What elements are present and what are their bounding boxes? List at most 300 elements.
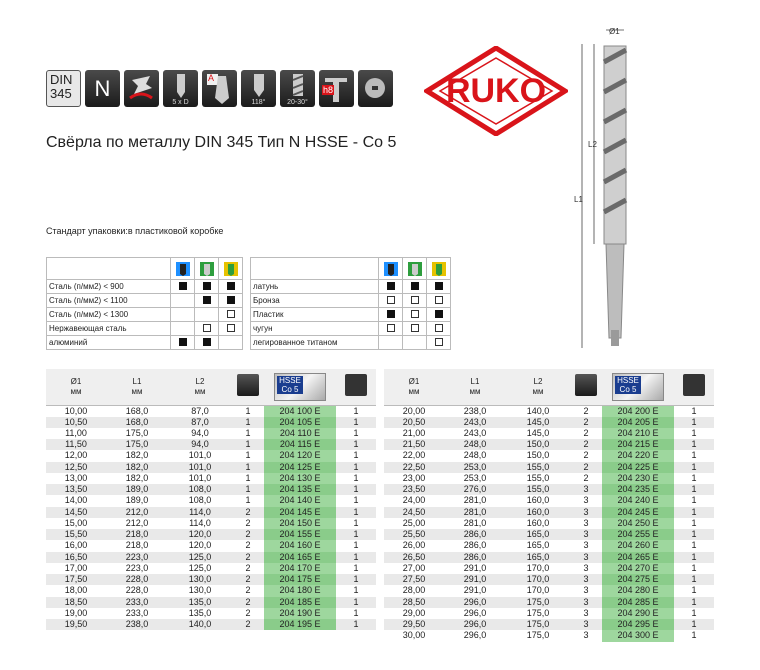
- l1-cell: 189,0: [125, 495, 149, 506]
- material-label: Нержавеющая сталь: [47, 322, 171, 336]
- l1-cell: 189,0: [106, 484, 168, 495]
- table-row: [46, 484, 376, 495]
- d1-cell: 16,50: [46, 552, 106, 563]
- morse-taper-cell: 2: [232, 574, 264, 585]
- pack-qty-cell: 1: [674, 619, 714, 630]
- morse-taper-cell: 2: [583, 450, 589, 461]
- limited-mark: [435, 338, 443, 346]
- d1-cell: 11,50: [46, 439, 106, 450]
- l1-cell: 296,0: [444, 619, 506, 630]
- d1-cell: 10,00: [64, 405, 88, 416]
- yellow-coating-icon: [222, 261, 240, 277]
- drill-table-left: [46, 369, 376, 630]
- l2-cell: 108,0: [188, 495, 212, 506]
- material-label: Сталь (п/мм2) < 900: [47, 280, 171, 294]
- pack-qty-cell: 1: [353, 450, 359, 461]
- article-number-cell: 204 130 E: [264, 473, 336, 484]
- col-l2: L2 мм: [506, 369, 570, 405]
- suitability-cell: [427, 322, 451, 336]
- l2-cell: 130,0: [168, 574, 232, 585]
- suitable-mark: [203, 338, 211, 346]
- col-pack: [336, 369, 376, 405]
- l2-cell: 155,0: [506, 462, 570, 473]
- morse-taper-cell: 2: [245, 540, 251, 551]
- d1-cell: 13,00: [64, 472, 88, 483]
- drill-rows-right: [384, 405, 714, 642]
- l1-cell: 296,0: [463, 630, 487, 641]
- l2-cell: 155,0: [526, 472, 550, 483]
- d1-cell: 25,00: [402, 517, 426, 528]
- morse-taper-cell: 2: [570, 462, 602, 473]
- angle-label: 118°: [251, 99, 266, 106]
- suitability-cell: [195, 336, 219, 350]
- article-number-cell: 204 175 E: [264, 574, 336, 585]
- l1-cell: 291,0: [463, 562, 487, 573]
- l1-cell: 296,0: [463, 607, 487, 618]
- article-number-cell: 204 115 E: [264, 439, 336, 450]
- helix-label: 20-30°: [287, 99, 308, 106]
- pack-qty-cell: 1: [674, 417, 714, 428]
- d1-cell: 14,50: [46, 507, 106, 518]
- limited-mark: [387, 324, 395, 332]
- table-row: [46, 462, 376, 473]
- article-number-cell: 204 235 E: [602, 484, 674, 495]
- morse-taper-cell: 3: [583, 607, 589, 618]
- l2-cell: 101,0: [188, 450, 212, 461]
- article-number-cell: 204 220 E: [602, 450, 674, 461]
- table-row: [46, 574, 376, 585]
- point-a-icon: [202, 70, 237, 107]
- pack-qty-cell: 1: [353, 517, 359, 528]
- suitable-mark: [387, 310, 395, 318]
- l2-cell: 155,0: [506, 484, 570, 495]
- article-number-cell: 204 125 E: [264, 462, 336, 473]
- morse-taper-cell: 1: [232, 484, 264, 495]
- suitable-mark: [411, 282, 419, 290]
- l1-cell: 296,0: [444, 597, 506, 608]
- suitable-mark: [387, 282, 395, 290]
- morse-taper-cell: 3: [570, 574, 602, 585]
- table-row: [46, 473, 376, 484]
- pack-qty-cell: 1: [336, 552, 376, 563]
- article-number-cell: 204 260 E: [602, 540, 674, 551]
- material-row: [47, 308, 243, 322]
- morse-taper-cell: 1: [245, 472, 251, 483]
- table-row: [384, 507, 714, 518]
- hsse-co5-badge: HSSE Co 5: [612, 373, 664, 401]
- l2-cell: 114,0: [168, 507, 232, 518]
- suitability-cell: [219, 294, 243, 308]
- morse-taper-cell: 2: [232, 529, 264, 540]
- l1-cell: 286,0: [444, 552, 506, 563]
- l1-cell: 291,0: [444, 574, 506, 585]
- l2-cell: 94,0: [191, 427, 209, 438]
- limited-mark: [411, 324, 419, 332]
- page-title: Свёрла по металлу DIN 345 Тип N HSSE - Co 5: [46, 134, 397, 151]
- suitability-cell: [171, 308, 195, 322]
- suitability-cell: [195, 308, 219, 322]
- drill-depth-icon: [163, 70, 198, 107]
- l2-cell: 160,0: [526, 517, 550, 528]
- d1-cell: 30,00: [402, 630, 426, 641]
- green-coating-icon: [406, 261, 424, 277]
- d1-cell: 19,00: [64, 607, 88, 618]
- suitability-cell: [427, 294, 451, 308]
- morse-taper-cell: 1: [245, 405, 251, 416]
- d1-cell: 18,50: [46, 597, 106, 608]
- helix-angle-icon: [280, 70, 315, 107]
- l1-cell: 243,0: [444, 417, 506, 428]
- d1-cell: 18,00: [64, 585, 88, 596]
- din-number: 345: [50, 86, 72, 101]
- pack-qty-cell: 1: [674, 462, 714, 473]
- pack-qty-cell: 1: [336, 619, 376, 630]
- pack-qty-cell: 1: [674, 552, 714, 563]
- d1-cell: 17,50: [46, 574, 106, 585]
- col-article: [602, 369, 674, 405]
- article-number-cell: 204 170 E: [264, 563, 336, 574]
- l1-cell: 182,0: [106, 462, 168, 473]
- pack-qty-cell: 1: [674, 597, 714, 608]
- l1-cell: 238,0: [463, 405, 487, 416]
- pack-qty-cell: 1: [691, 450, 697, 461]
- table-row: [384, 495, 714, 506]
- l2-cell: 150,0: [506, 439, 570, 450]
- suitability-cell: [219, 280, 243, 294]
- pack-qty-cell: 1: [353, 495, 359, 506]
- morse-taper-cell: 3: [583, 540, 589, 551]
- l1-cell: 286,0: [444, 529, 506, 540]
- suitability-cell: [379, 280, 403, 294]
- material-row: [47, 294, 243, 308]
- l2-cell: 170,0: [526, 562, 550, 573]
- morse-taper-cell: 1: [232, 417, 264, 428]
- pack-qty-cell: 1: [336, 417, 376, 428]
- l1-cell: 168,0: [106, 417, 168, 428]
- article-number-cell: 204 270 E: [602, 563, 674, 574]
- article-number-cell: 204 135 E: [264, 484, 336, 495]
- din-345-icon: [46, 70, 81, 107]
- morse-taper-cell: 2: [583, 427, 589, 438]
- d1-cell: 15,50: [46, 529, 106, 540]
- pack-qty-cell: 1: [691, 585, 697, 596]
- article-number-cell: 204 140 E: [264, 495, 336, 506]
- l1-cell: 223,0: [125, 562, 149, 573]
- morse-taper-cell: 2: [570, 439, 602, 450]
- l2-cell: 130,0: [188, 585, 212, 596]
- material-rows-right: [251, 280, 451, 350]
- morse-taper-shank-icon: [358, 70, 393, 107]
- col-morse-taper: [570, 369, 602, 405]
- l2-cell: 120,0: [188, 540, 212, 551]
- article-number-cell: 204 180 E: [264, 585, 336, 596]
- d1-cell: 29,00: [402, 607, 426, 618]
- suitability-cell: [403, 308, 427, 322]
- table-row: [384, 428, 714, 439]
- table-row: [46, 585, 376, 596]
- right-hand-cutting-icon: [124, 70, 159, 107]
- l2-cell: 150,0: [526, 450, 550, 461]
- pack-qty-cell: 1: [674, 529, 714, 540]
- table-row: [384, 574, 714, 585]
- col-d1: Ø1 мм: [384, 369, 444, 405]
- morse-taper-cell: 3: [583, 630, 589, 641]
- limited-mark: [227, 310, 235, 318]
- material-row: [251, 280, 451, 294]
- d1-cell: 12,00: [64, 450, 88, 461]
- d1-cell: 12,50: [46, 462, 106, 473]
- l1-cell: 248,0: [463, 450, 487, 461]
- l2-cell: 87,0: [191, 405, 209, 416]
- table-row: [46, 619, 376, 630]
- article-number-cell: 204 300 E: [602, 630, 674, 641]
- d1-cell: 17,00: [64, 562, 88, 573]
- morse-taper-cell: 2: [583, 472, 589, 483]
- l1-cell: 182,0: [125, 450, 149, 461]
- table-row: [384, 439, 714, 450]
- suitability-cell: [219, 308, 243, 322]
- pack-qty-cell: 1: [353, 540, 359, 551]
- material-label: алюминий: [47, 336, 171, 350]
- pack-qty-cell: 1: [691, 405, 697, 416]
- l2-cell: 175,0: [506, 619, 570, 630]
- article-number-cell: 204 160 E: [264, 540, 336, 551]
- pack-qty-cell: 1: [336, 597, 376, 608]
- suitable-mark: [179, 338, 187, 346]
- article-number-cell: 204 245 E: [602, 507, 674, 518]
- material-header-blank: [47, 258, 171, 280]
- type-n-icon: [85, 70, 120, 107]
- l2-cell: 175,0: [526, 607, 550, 618]
- logo-text: RUKO: [445, 72, 547, 110]
- d1-cell: 13,50: [46, 484, 106, 495]
- limited-mark: [411, 310, 419, 318]
- article-number-cell: 204 155 E: [264, 529, 336, 540]
- pack-qty-cell: 1: [336, 574, 376, 585]
- l1-cell: 276,0: [444, 484, 506, 495]
- table-row: [384, 619, 714, 630]
- pack-qty-cell: 1: [691, 562, 697, 573]
- material-label: Пластик: [251, 308, 379, 322]
- table-row: [384, 597, 714, 608]
- suitability-cell: [403, 336, 427, 350]
- pack-qty-cell: 1: [691, 630, 697, 641]
- blue-coating-icon: [174, 261, 192, 277]
- material-table-left: [46, 257, 243, 350]
- suitability-cell: [171, 322, 195, 336]
- material-row: [251, 336, 451, 350]
- table-row: [46, 405, 376, 417]
- pack-qty-cell: 1: [691, 495, 697, 506]
- pack-qty-cell: 1: [353, 427, 359, 438]
- material-table-right: [250, 257, 451, 350]
- table-row: [46, 428, 376, 439]
- l2-cell: 101,0: [168, 462, 232, 473]
- morse-taper-icon: [575, 374, 597, 396]
- pack-qty-cell: 1: [691, 540, 697, 551]
- d1-cell: 27,00: [402, 562, 426, 573]
- l2-cell: 125,0: [168, 552, 232, 563]
- d1-cell: 15,00: [64, 517, 88, 528]
- table-row: [384, 529, 714, 540]
- box-icon: [345, 374, 367, 396]
- article-number-cell: 204 210 E: [602, 428, 674, 439]
- table-row: [46, 450, 376, 461]
- din-label: DIN: [50, 72, 73, 87]
- d1-cell: 26,00: [402, 540, 426, 551]
- l1-cell: 243,0: [463, 427, 487, 438]
- tolerance-h8-icon: [319, 70, 354, 107]
- l2-cell: 170,0: [506, 574, 570, 585]
- table-row: [46, 597, 376, 608]
- l1-cell: 212,0: [125, 517, 149, 528]
- l2-cell: 145,0: [506, 417, 570, 428]
- morse-taper-cell: 1: [232, 439, 264, 450]
- col-l2: L2 мм: [168, 369, 232, 405]
- suitable-mark: [227, 296, 235, 304]
- table-row: [46, 529, 376, 540]
- suitability-cell: [171, 336, 195, 350]
- suitability-cell: [403, 294, 427, 308]
- d1-cell: 16,00: [64, 540, 88, 551]
- l1-cell: 168,0: [125, 405, 149, 416]
- d1-cell: 10,50: [46, 417, 106, 428]
- yellow-coating-icon: [430, 261, 448, 277]
- article-number-cell: 204 205 E: [602, 417, 674, 428]
- suitability-cell: [171, 280, 195, 294]
- limited-mark: [411, 296, 419, 304]
- table-row: [384, 630, 714, 641]
- table-row: [384, 462, 714, 473]
- suitability-cell: [427, 336, 451, 350]
- suitable-mark: [435, 310, 443, 318]
- suitability-cell: [219, 322, 243, 336]
- d1-cell: 24,00: [402, 495, 426, 506]
- material-label: Сталь (п/мм2) < 1100: [47, 294, 171, 308]
- morse-taper-cell: 2: [232, 507, 264, 518]
- table-row: [46, 439, 376, 450]
- l1-cell: 248,0: [444, 439, 506, 450]
- l1-cell: 228,0: [106, 574, 168, 585]
- suitability-cell: [219, 336, 243, 350]
- suitability-cell: [195, 280, 219, 294]
- l1-cell: 253,0: [444, 462, 506, 473]
- morse-taper-cell: 2: [570, 417, 602, 428]
- table-row: [384, 450, 714, 461]
- article-number-cell: 204 185 E: [264, 597, 336, 608]
- pack-qty-cell: 1: [691, 472, 697, 483]
- type-n-label: N: [94, 75, 111, 101]
- l1-cell: 175,0: [125, 427, 149, 438]
- article-number-cell: 204 250 E: [602, 518, 674, 529]
- suitability-cell: [195, 322, 219, 336]
- col-morse-taper: [232, 369, 264, 405]
- suitability-cell: [403, 322, 427, 336]
- l1-cell: 233,0: [125, 607, 149, 618]
- morse-taper-cell: 2: [245, 517, 251, 528]
- l2-cell: 120,0: [168, 529, 232, 540]
- l1-cell: 291,0: [463, 585, 487, 596]
- morse-taper-cell: 3: [570, 619, 602, 630]
- article-number-cell: 204 240 E: [602, 495, 674, 506]
- suitability-cell: [195, 294, 219, 308]
- col-article: [264, 369, 336, 405]
- article-number-cell: 204 230 E: [602, 473, 674, 484]
- l1-cell: 218,0: [125, 540, 149, 551]
- table-row: [384, 552, 714, 563]
- l1-cell: 175,0: [106, 439, 168, 450]
- l2-cell: 160,0: [526, 495, 550, 506]
- table-row: [46, 608, 376, 619]
- article-number-cell: 204 195 E: [264, 619, 336, 630]
- morse-taper-cell: 3: [570, 529, 602, 540]
- morse-taper-cell: 2: [232, 552, 264, 563]
- l1-cell: 286,0: [463, 540, 487, 551]
- pack-qty-cell: 1: [336, 439, 376, 450]
- l2-cell: 165,0: [506, 552, 570, 563]
- suitability-cell: [379, 322, 403, 336]
- table-row: [384, 540, 714, 551]
- table-row: [46, 417, 376, 428]
- material-header-blank: [251, 258, 379, 280]
- table-row: [384, 484, 714, 495]
- d1-cell: 24,50: [384, 507, 444, 518]
- pack-qty-cell: 1: [691, 607, 697, 618]
- morse-taper-cell: 3: [583, 495, 589, 506]
- material-row: [251, 308, 451, 322]
- l1-cell: 281,0: [463, 517, 487, 528]
- l2-cell: 94,0: [168, 439, 232, 450]
- l2-cell: 140,0: [526, 405, 550, 416]
- hsse-co5-badge: HSSE Co 5: [274, 373, 326, 401]
- d1-cell: 20,00: [402, 405, 426, 416]
- material-rows-left: [47, 280, 243, 350]
- l1-cell: 281,0: [463, 495, 487, 506]
- l1-cell: 253,0: [463, 472, 487, 483]
- d1-cell: 29,50: [384, 619, 444, 630]
- d1-cell: 11,00: [65, 427, 87, 438]
- article-number-cell: 204 120 E: [264, 450, 336, 461]
- table-row: [46, 540, 376, 551]
- suitability-cell: [427, 280, 451, 294]
- morse-taper-cell: 1: [232, 462, 264, 473]
- col-l1: L1 мм: [106, 369, 168, 405]
- point-angle-icon: [241, 70, 276, 107]
- green-coating-icon: [198, 261, 216, 277]
- drill-d1-label: Ø1: [609, 27, 620, 36]
- limited-mark: [387, 296, 395, 304]
- material-label: латунь: [251, 280, 379, 294]
- d1-cell: 23,00: [402, 472, 426, 483]
- table-row: [46, 552, 376, 563]
- pack-qty-cell: 1: [674, 507, 714, 518]
- morse-taper-cell: 3: [583, 585, 589, 596]
- article-number-cell: 204 225 E: [602, 462, 674, 473]
- morse-taper-cell: 1: [245, 495, 251, 506]
- limited-mark: [203, 324, 211, 332]
- d1-cell: 28,50: [384, 597, 444, 608]
- article-number-cell: 204 150 E: [264, 518, 336, 529]
- d1-cell: 14,00: [64, 495, 88, 506]
- article-number-cell: 204 165 E: [264, 552, 336, 563]
- table-row: [46, 507, 376, 518]
- l2-cell: 140,0: [168, 619, 232, 630]
- l1-cell: 228,0: [125, 585, 149, 596]
- morse-taper-cell: 1: [245, 450, 251, 461]
- article-number-cell: 204 105 E: [264, 417, 336, 428]
- d1-cell: 23,50: [384, 484, 444, 495]
- pack-qty-cell: 1: [336, 529, 376, 540]
